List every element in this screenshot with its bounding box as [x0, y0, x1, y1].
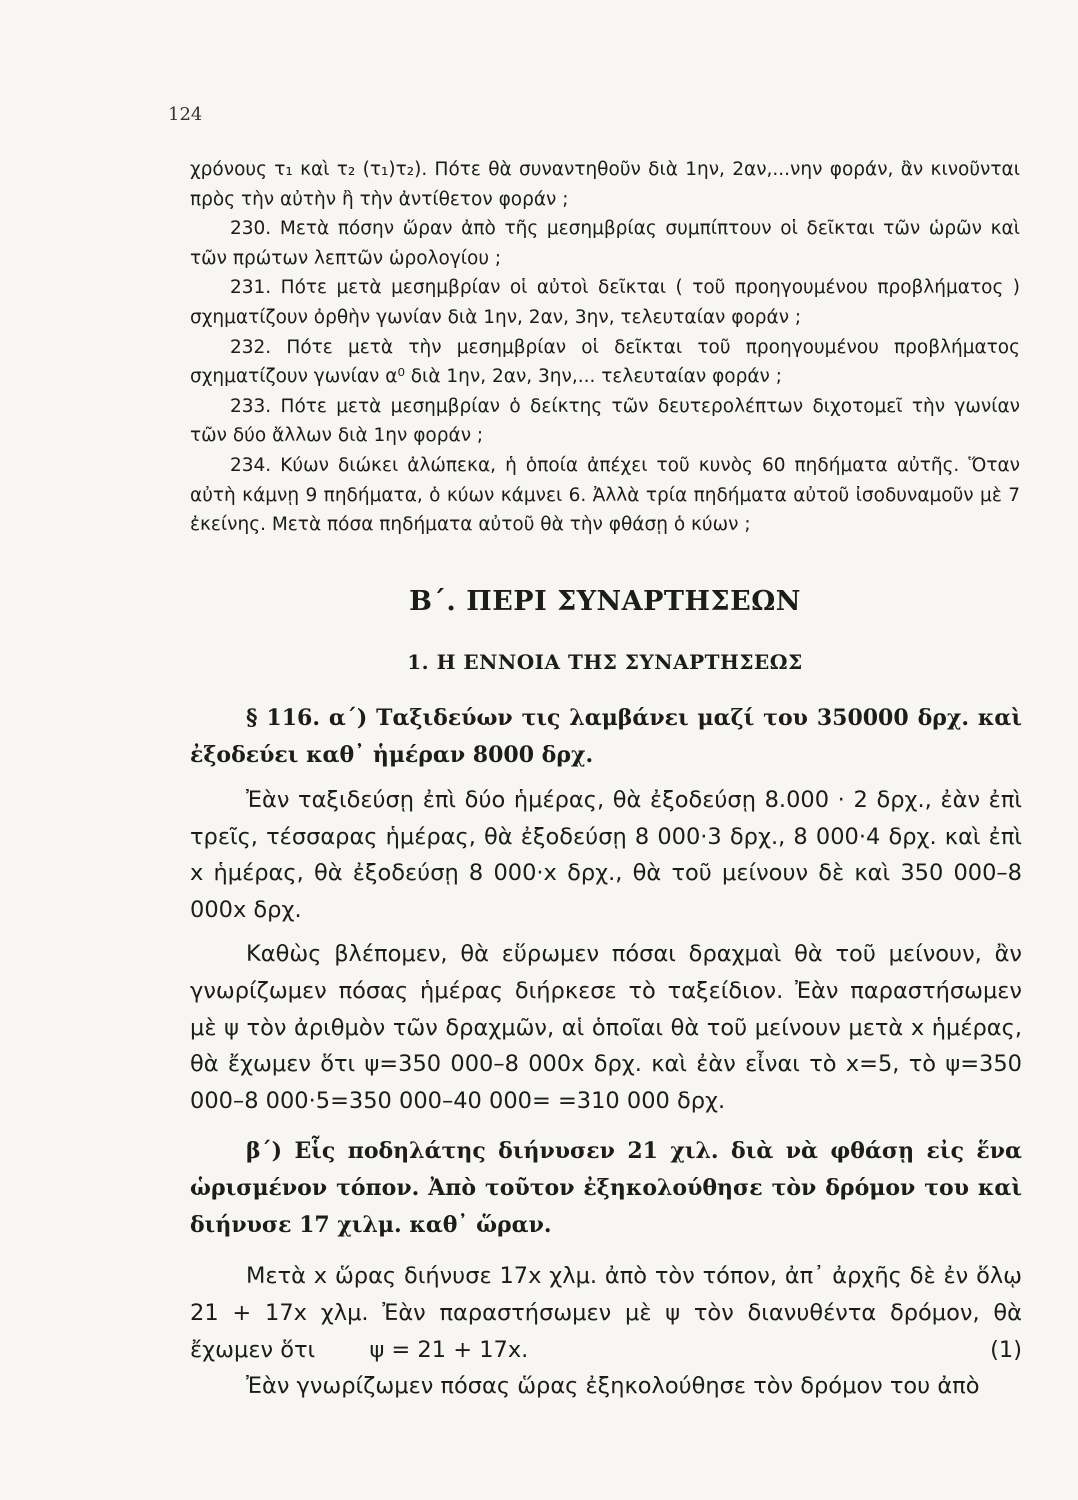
section-title: 1. Η ΕΝΝΟΙΑ ΤΗΣ ΣΥΝΑΡΤΗΣΕΩΣ	[407, 650, 803, 674]
equation: ψ = 21 + 17x.	[369, 1336, 529, 1363]
exercise-233: 233. Πότε μετὰ μεσημβρίαν ὁ δείκτης τῶν δευτερολέπτων διχοτομεῖ τὴν γωνίαν τῶν δύο ἄλλων διὰ 1ην φοράν ;	[190, 395, 1020, 447]
exercise-list	[190, 155, 1020, 540]
exercise-230: 230. Μετὰ πόσην ὥραν ἀπὸ τῆς μεσημβρίας συμπίπτουν οἱ δεῖκται τῶν ὡρῶν καὶ τῶν πρώτων λεπτῶν ὡρολογίου ;	[190, 218, 1020, 269]
part-b-text-1	[190, 1258, 1022, 1368]
main-text	[190, 700, 1022, 1405]
part-b-heading: β΄) Εἷς ποδηλάτης διήνυσεν 21 χιλ. διὰ νὰ φθάσῃ εἰς ἕνα ὡρισμένον τόπον. Ἀπὸ τοῦτον ἐξηκολούθησε τὸν δρόμον του καὶ διήνυσε 17 χιλμ. καθ᾽ ὥραν.	[190, 1138, 1022, 1239]
exercise-231: 231. Πότε μετὰ μεσημβρίαν οἱ αὐτοὶ δεῖκται ( τοῦ προηγουμένου προβλήματος ) σχηματίζουν ὀρθὴν γωνίαν διὰ 1ην, 2αν, 3ην, τελευταίαν φοράν ;	[190, 277, 1020, 328]
equation-number: (1)	[990, 1336, 1022, 1363]
exercise-234: 234. Κύων διώκει ἀλώπεκα, ἡ ὁποία ἀπέχει τοῦ κυνὸς 60 πηδήματα αὐτῆς. Ὅταν αὐτὴ κάμνῃ 9 πηδήματα, ὁ κύων κάμνει 6. Ἀλλὰ τρία πηδήματα αὐτοῦ ἰσοδυναμοῦν μὲ 7 ἐκείνης. Μετὰ πόσα πηδήματα αὐτοῦ θὰ τὴν φθάσῃ ὁ κύων ;	[190, 454, 1020, 536]
exercise-continuation: χρόνους τ₁ καὶ τ₂ (τ₁)τ₂). Πότε θὰ συναντηθοῦν διὰ 1ην, 2αν,...νην φοράν, ἂν κινοῦνται πρὸς τὴν αὐτὴν ἢ τὴν ἀντίθετον φοράν ;	[190, 159, 1020, 210]
paragraph-116-text-1: Ἐὰν ταξιδεύσῃ ἐπὶ δύο ἡμέρας, θὰ ἐξοδεύσῃ 8.000 · 2 δρχ., ἐὰν ἐπὶ τρεῖς, τέσσαρας ἡμέρας, θὰ ἐξοδεύσῃ 8 000·3 δρχ., 8 000·4 δρχ. καὶ ἐπὶ x ἡμέρας, θὰ ἐξοδεύσῃ 8 000·x δρχ., θὰ τοῦ μείνουν δὲ καὶ 350 000–8 000x δρχ.	[190, 787, 1022, 923]
chapter-title: Β΄. ΠΕΡΙ ΣΥΝΑΡΤΗΣΕΩΝ	[409, 586, 801, 617]
exercise-232: 232. Πότε μετὰ τὴν μεσημβρίαν οἱ δεῖκται τοῦ προηγουμένου προβλήματος σχηματίζουν γωνίαν α⁰ διὰ 1ην, 2αν, 3ην,... τελευταίαν φοράν ;	[190, 336, 1020, 388]
page-number: 124	[168, 104, 203, 125]
paragraph-116-text-2: Καθὼς βλέπομεν, θὰ εὕρωμεν πόσαι δραχμαὶ θὰ τοῦ μείνουν, ἂν γνωρίζωμεν πόσας ἡμέρας διήρκεσε τὸ ταξείδιον. Ἐὰν παραστήσωμεν μὲ ψ τὸν ἀριθμὸν τῶν δραχμῶν, αἱ ὁποῖαι θὰ τοῦ μείνουν μετὰ x ἡμέρας, θὰ ἔχωμεν ὅτι ψ=350 000–8 000x δρχ. καὶ ἐὰν εἶναι τὸ x=5, τὸ ψ=350 000–8 000·5=350 000–40 000= =310 000 δρχ.	[190, 941, 1022, 1114]
part-b-text-2: Ἐὰν γνωρίζωμεν πόσας ὥρας ἐξηκολούθησε τὸν δρόμον του ἀπὸ	[246, 1373, 980, 1400]
paragraph-116-heading: § 116. α΄) Ταξιδεύων τις λαμβάνει μαζί του 350000 δρχ. καὶ ἐξοδεύει καθ᾽ ἡμέραν 8000 δρχ.	[190, 705, 1022, 768]
part-b-text-1-body: Μετὰ x ὥρας διήνυσε 17x χλμ. ἀπὸ τὸν τόπον, ἀπ᾽ ἀρχῆς δὲ ἐν ὅλῳ 21 + 17x χλμ. Ἐὰν παραστήσωμεν μὲ ψ τὸν διανυθέντα δρόμον, θὰ ἔχωμεν ὅτι	[190, 1263, 1022, 1363]
